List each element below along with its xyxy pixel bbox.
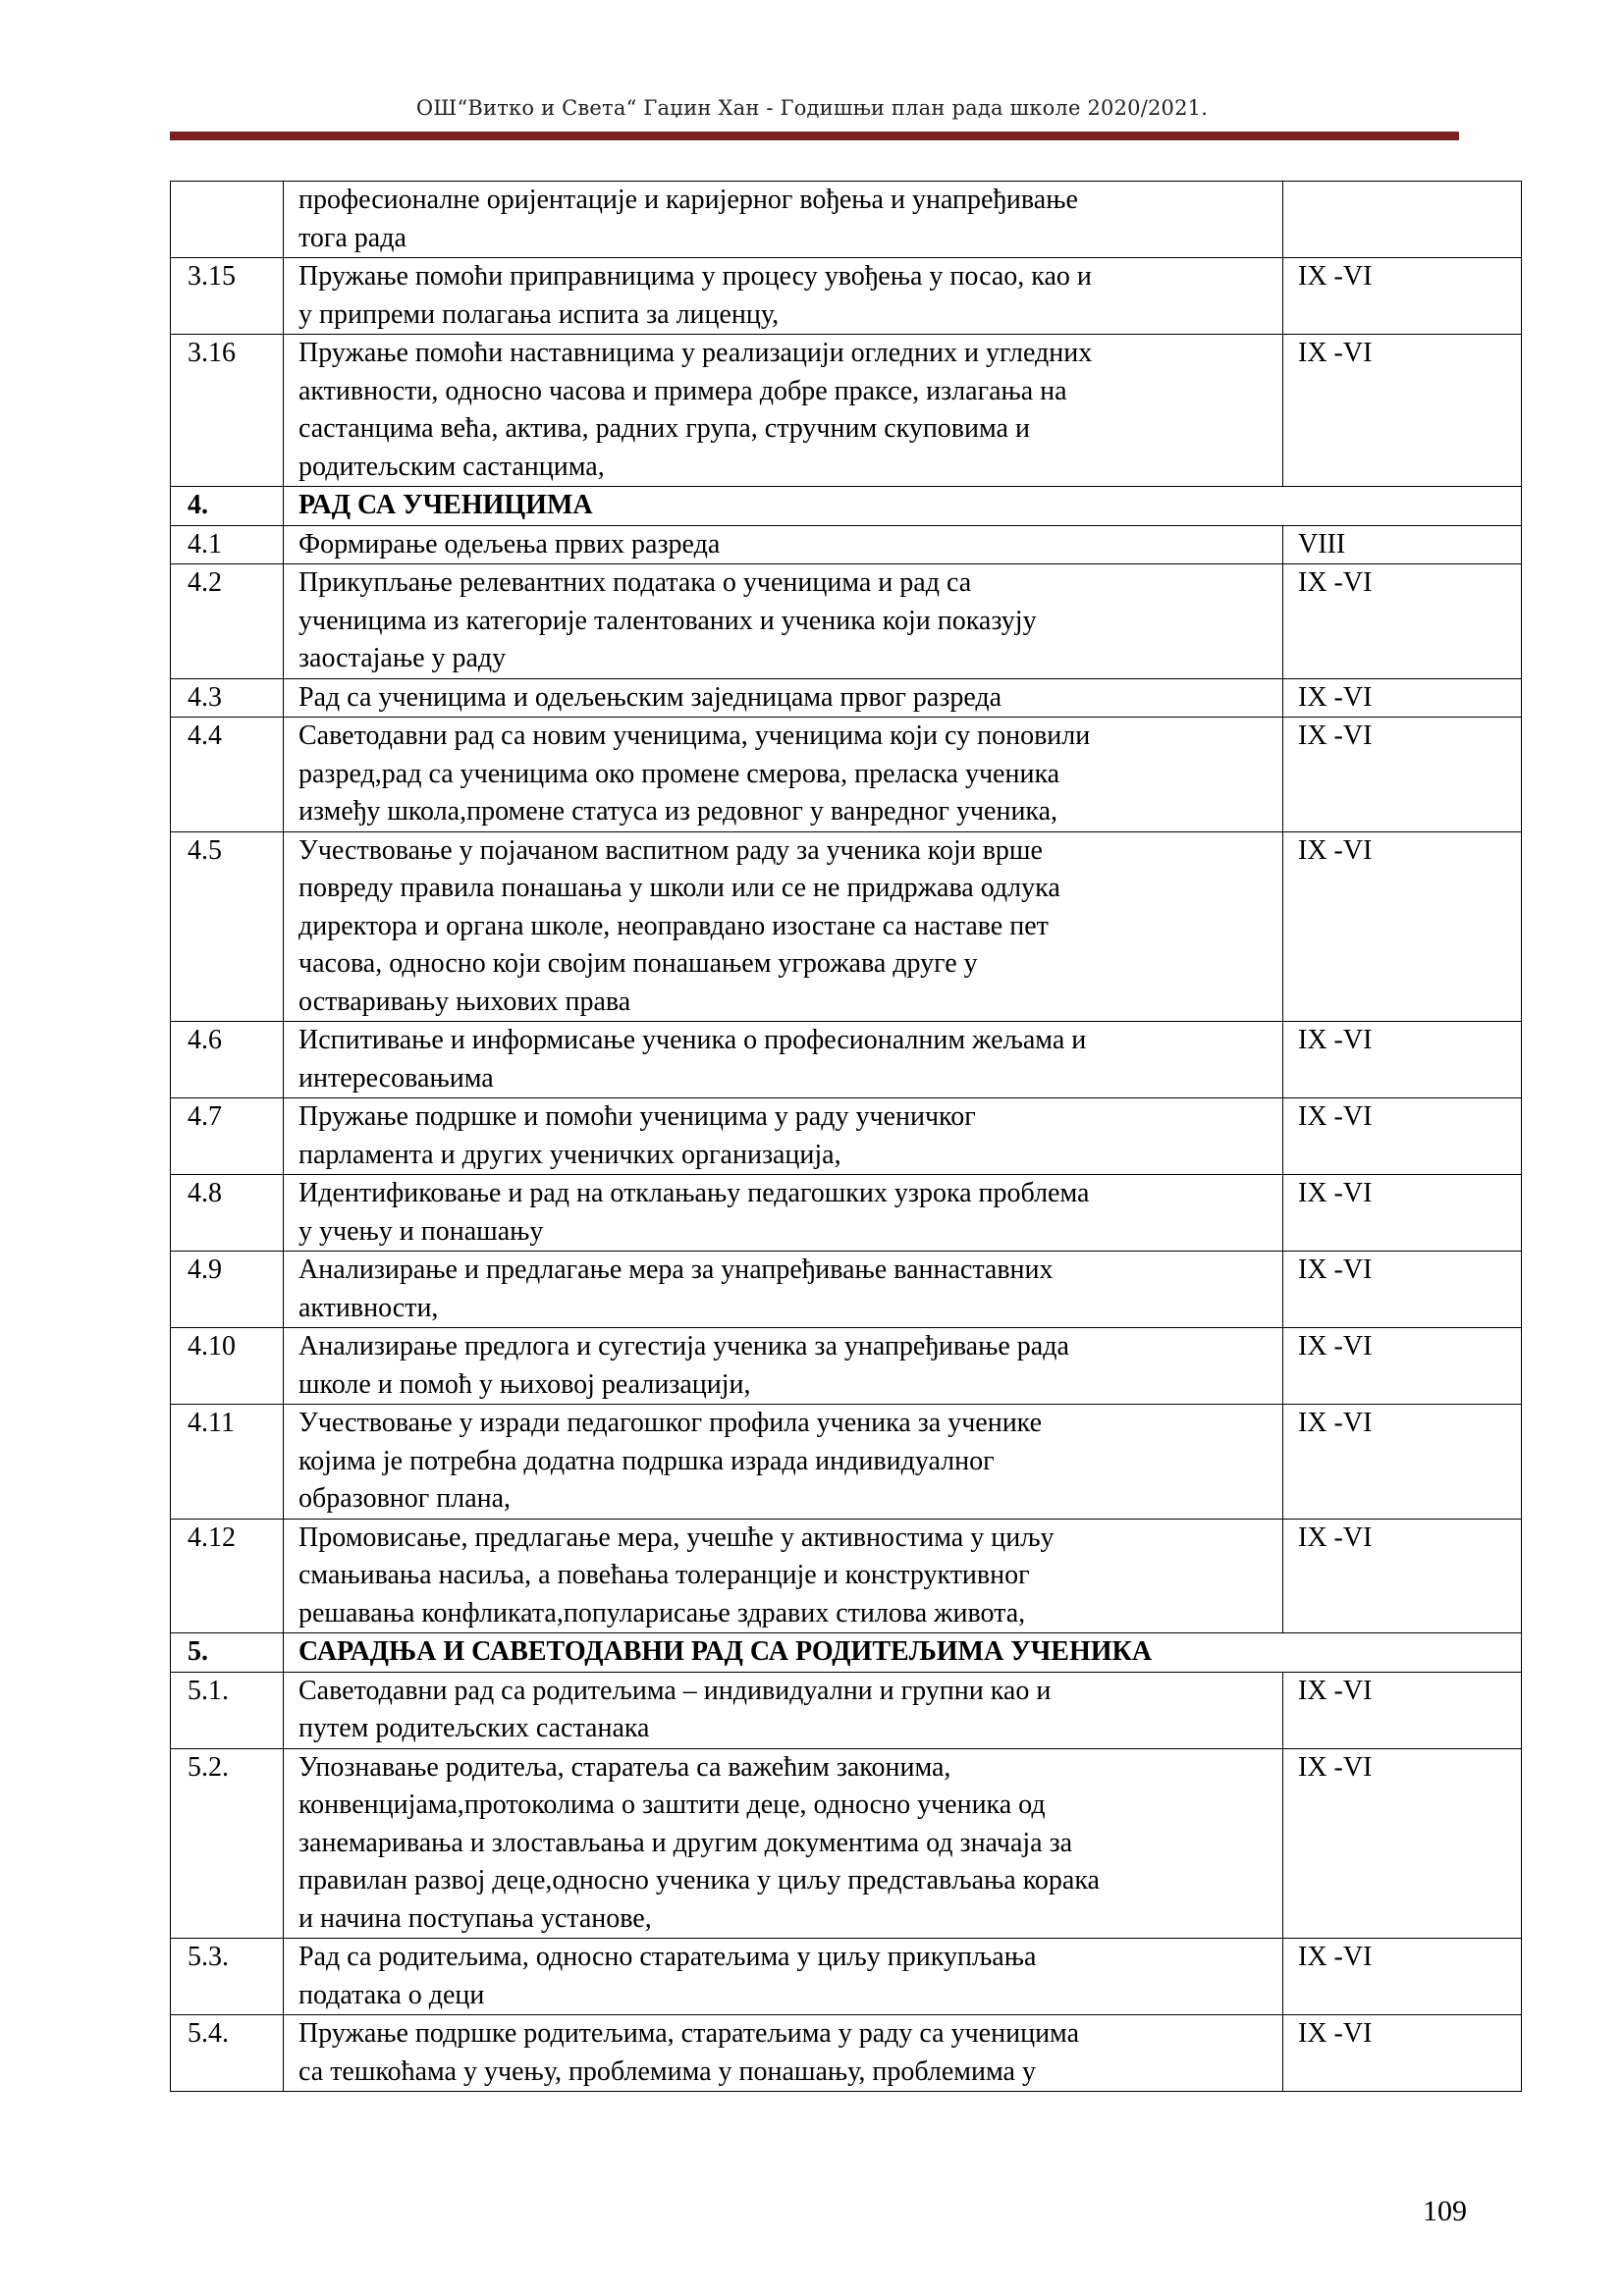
- item-number: 4.3: [171, 678, 284, 718]
- table-row: [171, 335, 1522, 487]
- item-number: 3.15: [171, 258, 284, 335]
- activity-description: [284, 1328, 1283, 1405]
- activity-line: правилан развој деце,односно ученика у циљу представљања корака: [298, 1865, 1100, 1896]
- table-row: [171, 1252, 1522, 1328]
- time-period: IX -VI: [1283, 1672, 1522, 1748]
- activity-line: и начина поступања установе,: [298, 1902, 652, 1934]
- activity-line: Саветодавни рад са новим ученицима, ученицима који су поновили: [298, 721, 1091, 751]
- activity-line: заостајање у раду: [298, 643, 507, 673]
- section-header-row: [171, 1633, 1522, 1673]
- item-number: 4.8: [171, 1175, 284, 1252]
- work-plan-table-body: [171, 182, 1522, 2092]
- activity-line: Упознавање родитеља, старатеља са важећим законима,: [298, 1751, 951, 1783]
- table-row: [171, 1328, 1522, 1405]
- time-period: IX -VI: [1283, 564, 1522, 679]
- item-number: 5.2.: [171, 1748, 284, 1939]
- section-number: 4.: [171, 487, 284, 526]
- activity-description: [284, 831, 1283, 1022]
- table-row: [171, 831, 1522, 1022]
- section-number: 5.: [171, 1633, 284, 1673]
- activity-line: Учествовање у изради педагошког профила ученика за ученике: [298, 1408, 1043, 1438]
- activity-line: Прикупљање релевантних података о ученицима и рад са: [298, 567, 972, 598]
- item-number: 4.11: [171, 1405, 284, 1520]
- time-period: IX -VI: [1283, 2015, 1522, 2092]
- time-period: IX -VI: [1283, 258, 1522, 335]
- page-number: 109: [1423, 2195, 1467, 2227]
- activity-line: путем родитељских састанака: [298, 1713, 650, 1743]
- activity-line: у учењу и понашању: [298, 1215, 544, 1247]
- activity-description: [284, 1748, 1283, 1939]
- activity-description: [284, 1405, 1283, 1520]
- table-row: [171, 258, 1522, 335]
- item-number: 4.12: [171, 1519, 284, 1633]
- activity-description: [284, 564, 1283, 679]
- item-number: 4.4: [171, 718, 284, 832]
- activity-description: [284, 1939, 1283, 2015]
- time-period: IX -VI: [1283, 1939, 1522, 2015]
- section-title: РАД СА УЧЕНИЦИМА: [284, 487, 1522, 526]
- activity-line: парламента и других ученичких организација,: [298, 1139, 841, 1170]
- table-row: [171, 678, 1522, 718]
- table-row: [171, 1405, 1522, 1520]
- section-title: САРАДЊА И САВЕТОДАВНИ РАД СА РОДИТЕЉИМА УЧЕНИКА: [284, 1633, 1522, 1673]
- activity-line: Учествовање у појачаном васпитном раду за ученика који врше: [298, 834, 1043, 866]
- activity-line: Формирање одељења првих разреда: [298, 528, 721, 560]
- page-header: ОШ“Витко и Света“ Гаџин Хан - Годишњи план рада школе 2020/2021.: [415, 96, 1209, 120]
- activity-line: између школа,промене статуса из редовног у ванредног ученика,: [298, 796, 1058, 827]
- activity-description: [284, 525, 1283, 564]
- activity-line: Пружање подршке родитељима, старатељима у раду са ученицима: [298, 2018, 1080, 2049]
- activity-line: разред,рад са ученицима око промене смерова, преласка ученика: [298, 758, 1060, 789]
- activity-line: Идентификовање и рад на отклањању педагошких узрока проблема: [298, 1178, 1090, 1208]
- item-number: 5.4.: [171, 2015, 284, 2092]
- activity-line: занемаривања и злостављања и другим документима од значаја за: [298, 1827, 1073, 1858]
- activity-description: [284, 182, 1283, 258]
- item-number: [171, 182, 284, 258]
- item-number: 5.1.: [171, 1672, 284, 1748]
- activity-line: у припреми полагања испита за лиценцу,: [298, 298, 780, 330]
- activity-line: професионалне оријентације и каријерног вођења и унапређивање: [298, 185, 1078, 215]
- activity-line: састанцима већа, актива, радних група, стручним скуповима и: [298, 413, 1030, 444]
- activity-line: Пружање помоћи наставницима у реализацији огледних и угледних: [298, 338, 1093, 368]
- table-row: [171, 525, 1522, 564]
- activity-description: [284, 718, 1283, 832]
- activity-line: података о деци: [298, 1979, 485, 2010]
- activity-description: [284, 1519, 1283, 1633]
- activity-description: [284, 258, 1283, 335]
- item-number: 5.3.: [171, 1939, 284, 2015]
- time-period: [1283, 182, 1522, 258]
- activity-line: конвенцијама,протоколима о заштити деце, односно ученика од: [298, 1789, 1046, 1820]
- activity-description: [284, 1022, 1283, 1098]
- work-plan-table: [170, 181, 1522, 2092]
- time-period: IX -VI: [1283, 335, 1522, 487]
- activity-line: којима је потребна додатна подршка израда индивидуалног: [298, 1445, 995, 1476]
- activity-description: [284, 1098, 1283, 1175]
- activity-description: [284, 1175, 1283, 1252]
- activity-line: интересовањима: [298, 1062, 494, 1094]
- header-rule: [170, 132, 1459, 140]
- activity-line: активности,: [298, 1292, 439, 1323]
- time-period: IX -VI: [1283, 1252, 1522, 1328]
- activity-line: часова, односно који својим понашањем угрожава друге у: [298, 948, 978, 979]
- activity-line: тога рада: [298, 222, 406, 253]
- table-row: [171, 1519, 1522, 1633]
- activity-line: родитељским састанцима,: [298, 451, 605, 482]
- activity-line: Рад са родитељима, односно старатељима у циљу прикупљања: [298, 1942, 1037, 1972]
- item-number: 4.5: [171, 831, 284, 1022]
- activity-description: [284, 2015, 1283, 2092]
- table-row: [171, 1939, 1522, 2015]
- section-header-row: [171, 487, 1522, 526]
- activity-line: активности, односно часова и примера добре праксе, излагања на: [298, 375, 1067, 406]
- time-period: IX -VI: [1283, 1328, 1522, 1405]
- activity-line: са тешкоћама у учењу, проблемима у понашању, проблемима у: [298, 2056, 1036, 2087]
- activity-line: школе и помоћ у њиховој реализацији,: [298, 1368, 751, 1400]
- table-row: [171, 718, 1522, 832]
- item-number: 4.7: [171, 1098, 284, 1175]
- time-period: IX -VI: [1283, 1519, 1522, 1633]
- activity-line: Промовисање, предлагање мера, учешће у активностима у циљу: [298, 1522, 1055, 1553]
- time-period: IX -VI: [1283, 678, 1522, 718]
- item-number: 4.10: [171, 1328, 284, 1405]
- time-period: IX -VI: [1283, 1175, 1522, 1252]
- item-number: 4.2: [171, 564, 284, 679]
- activity-line: Анализирање и предлагање мера за унапређивање ваннаставних: [298, 1255, 1054, 1285]
- time-period: IX -VI: [1283, 718, 1522, 832]
- activity-line: директора и органа школе, неоправдано изостане са наставе пет: [298, 910, 1049, 941]
- activity-line: повреду правила понашања у школи или се не придржава одлука: [298, 873, 1060, 903]
- item-number: 4.1: [171, 525, 284, 564]
- activity-description: [284, 335, 1283, 487]
- table-row: [171, 1022, 1522, 1098]
- item-number: 4.6: [171, 1022, 284, 1098]
- item-number: 4.9: [171, 1252, 284, 1328]
- table-row: [171, 564, 1522, 679]
- time-period: IX -VI: [1283, 831, 1522, 1022]
- time-period: VIII: [1283, 525, 1522, 564]
- time-period: IX -VI: [1283, 1022, 1522, 1098]
- activity-line: Пружање помоћи приправницима у процесу увођења у посао, као и: [298, 261, 1092, 292]
- table-row: [171, 1748, 1522, 1939]
- table-row: [171, 1672, 1522, 1748]
- item-number: 3.16: [171, 335, 284, 487]
- activity-line: Пружање подршке и помоћи ученицима у раду ученичког: [298, 1101, 976, 1132]
- activity-line: остваривању њихових права: [298, 986, 631, 1017]
- time-period: IX -VI: [1283, 1098, 1522, 1175]
- activity-line: Рад са ученицима и одељењским заједницама првог разреда: [298, 681, 1002, 713]
- activity-line: ученицима из категорије талентованих и ученика који показују: [298, 605, 1037, 636]
- activity-line: Саветодавни рад са родитељима – индивидуални и групни као и: [298, 1675, 1052, 1706]
- activity-line: Испитивање и информисање ученика о професионалним жељама и: [298, 1025, 1087, 1055]
- activity-line: решавања конфликата,популарисање здравих стилова живота,: [298, 1597, 1026, 1629]
- table-row: [171, 1175, 1522, 1252]
- activity-description: [284, 1252, 1283, 1328]
- time-period: IX -VI: [1283, 1748, 1522, 1939]
- table-row: [171, 182, 1522, 258]
- activity-line: образовног плана,: [298, 1483, 512, 1514]
- activity-line: смањивања насиља, а повећања толеранције и конструктивног: [298, 1560, 1030, 1590]
- activity-description: [284, 678, 1283, 718]
- activity-description: [284, 1672, 1283, 1748]
- table-row: [171, 2015, 1522, 2092]
- time-period: IX -VI: [1283, 1405, 1522, 1520]
- activity-line: Анализирање предлога и сугестија ученика за унапређивање рада: [298, 1331, 1069, 1362]
- table-row: [171, 1098, 1522, 1175]
